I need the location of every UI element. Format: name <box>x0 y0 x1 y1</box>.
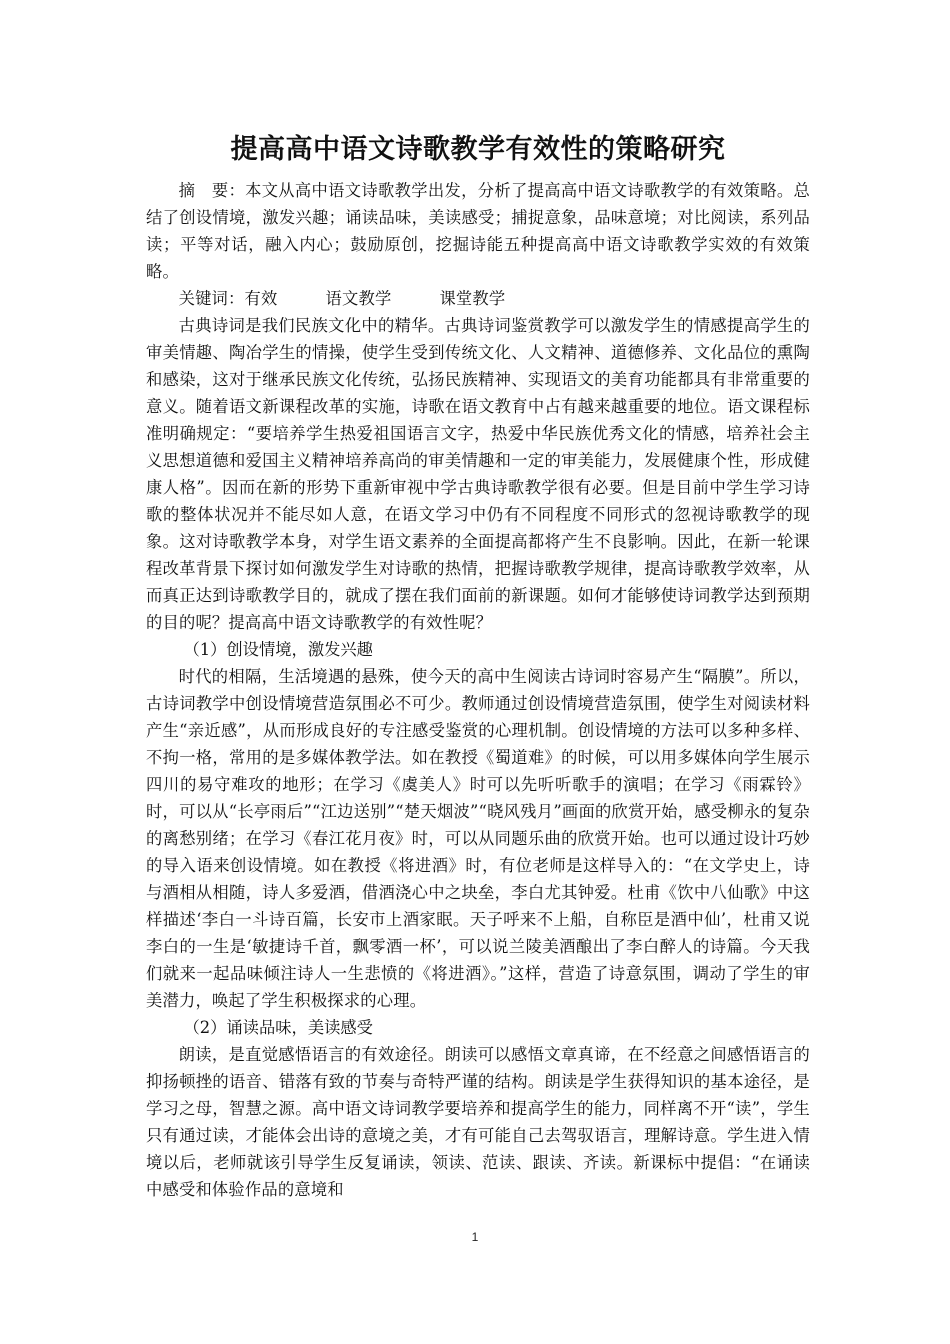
section-heading-1: （1）创设情境，激发兴趣 <box>183 640 373 659</box>
abstract-paragraph: 摘 要：本文从高中语文诗歌教学出发，分析了提高高中语文诗歌教学的有效策略。总结了创设情境，激发兴趣；诵读品味，美读感受；捕捉意象，品味意境；对比阅读，系列品读；平等对话，融入内心；鼓励原创，挖掘诗能五种提高高中语文诗歌教学实效的有效策略。 <box>146 181 810 281</box>
keyword-item: 有效 <box>244 289 278 308</box>
document-page <box>146 128 810 1203</box>
section-2-paragraph: 朗读，是直觉感悟语言的有效途径。朗读可以感悟文章真谛，在不经意之间感悟语言的抑扬顿挫的语音、错落有致的节奏与奇特严谨的结构。朗读是学生获得知识的基本途径，是学习之母，智慧之源。高中语文诗词教学要培养和提高学生的能力，同样离不开“读”，学生只有通过读，才能体会出诗的意境之美，才有可能自己去驾驭语言，理解诗意。学生进入情境以后，老师就该引导学生反复诵读，领读、范读、跟读、齐读。新课标中提倡：“在诵读中感受和体验作品的意境和 <box>146 1045 810 1199</box>
section-1-paragraph: 时代的相隔，生活境遇的悬殊，使今天的高中生阅读古诗词时容易产生“隔膜”。所以，古诗词教学中创设情境营造氛围必不可少。教师通过创设情境营造氛围，使学生对阅读材料产生“亲近感”，从而形成良好的专注感受鉴赏的心理机制。创设情境的方法可以多种多样、不拘一格，常用的是多媒体教学法。如在教授《蜀道难》的时候，可以用多媒体向学生展示四川的易守难攻的地形；在学习《虞美人》时可以先听听歌手的演唱；在学习《雨霖铃》时，可以从“长亭雨后”“江边送别”“楚天烟波”“晓风残月”画面的欣赏开始，感受柳永的复杂的离愁别绪；在学习《春江花月夜》时，可以从同题乐曲的欣赏开始。也可以通过设计巧妙的导入语来创设情境。如在教授《将进酒》时，有位老师是这样导入的：“在文学史上，诗与酒相从相随，诗人多爱酒，借酒浇心中之块垒，李白尤其钟爱。杜甫《饮中八仙歌》中这样描述‘李白一斗诗百篇，长安市上酒家眠。天子呼来不上船，自称臣是酒中仙’，杜甫又说李白的一生是‘敏捷诗千首，飘零酒一杯’，可以说兰陵美酒酿出了李白醉人的诗篇。今天我们就来一起品味倾注诗人一生悲愤的《将进酒》。”这样，营造了诗意氛围，调动了学生的审美潜力，唤起了学生积极探求的心理。 <box>146 667 810 1010</box>
keywords-line <box>146 285 810 312</box>
keywords-label: 关键词： <box>178 289 245 308</box>
page-number: 1 <box>471 1230 479 1244</box>
keyword-item: 课堂教学 <box>439 289 506 308</box>
intro-paragraph: 古典诗词是我们民族文化中的精华。古典诗词鉴赏教学可以激发学生的情感提高学生的审美情趣、陶冶学生的情操，使学生受到传统文化、人文精神、道德修养、文化品位的熏陶和感染，这对于继承民族文化传统，弘扬民族精神、实现语文的美育功能都具有非常重要的意义。随着语文新课程改革的实施，诗歌在语文教育中占有越来越重要的地位。语文课程标准明确规定：“要培养学生热爱祖国语言文字，热爱中华民族优秀文化的情感，培养社会主义思想道德和爱国主义精神培养高尚的审美情趣和一定的审美能力，发展健康个性，形成健康人格”。因而在新的形势下重新审视中学古典诗歌教学很有必要。但是目前中学生学习诗歌的整体状况并不能尽如人意，在语文学习中仍有不同程度不同形式的忽视诗歌教学的现象。这对诗歌教学本身，对学生语文素养的全面提高都将产生不良影响。因此，在新一轮课程改革背景下探讨如何激发学生对诗歌的热情，把握诗歌教学规律，提高诗歌教学效率，从而真正达到诗歌教学目的，就成了摆在我们面前的新课题。如何才能够使诗词教学达到预期的目的呢？提高高中语文诗歌教学的有效性呢？ <box>146 316 810 632</box>
section-heading-2: （2）诵读品味，美读感受 <box>183 1018 373 1037</box>
keyword-item: 语文教学 <box>325 289 392 308</box>
document-title: 提高高中语文诗歌教学有效性的策略研究 <box>230 134 726 165</box>
